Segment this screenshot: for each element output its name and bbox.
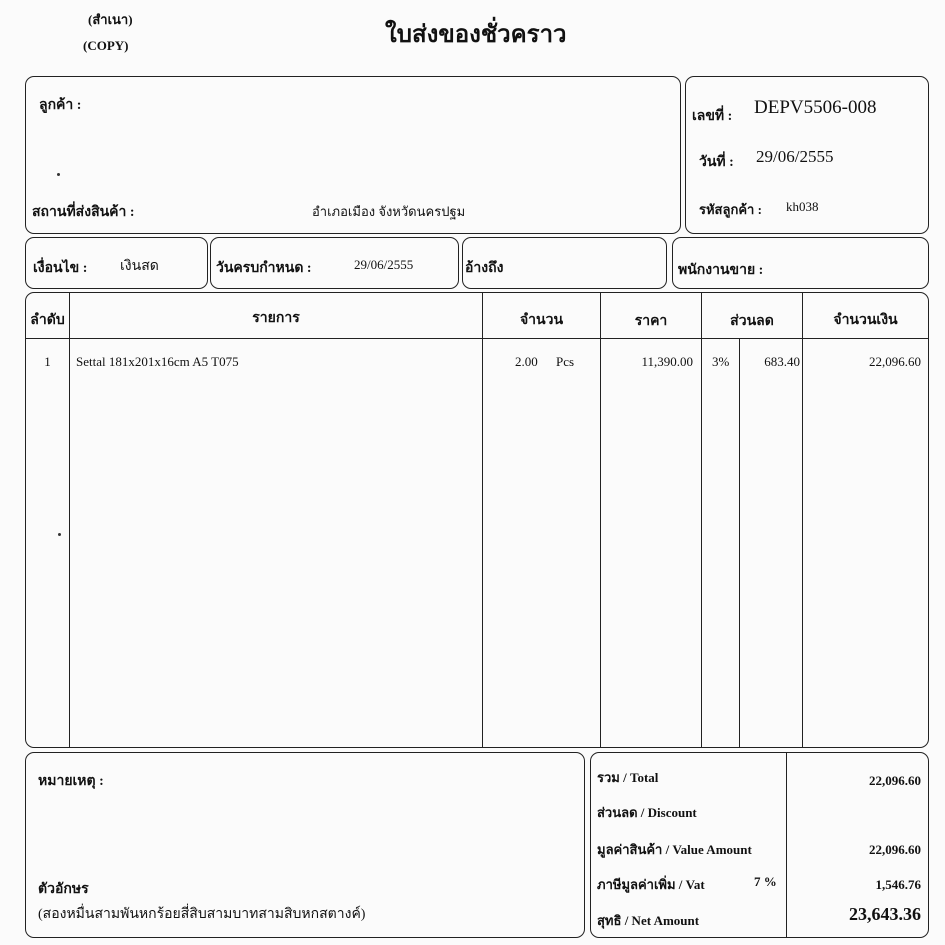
row-discount-percent: 3% — [712, 354, 730, 369]
total-label: รวม / Total — [597, 770, 659, 785]
row-price: 11,390.00 — [641, 354, 693, 369]
vat-rate: 7 % — [754, 874, 777, 889]
customer-label: ลูกค้า : — [39, 98, 82, 113]
header-price: ราคา — [634, 314, 668, 329]
column-divider — [701, 293, 702, 747]
due-date-value: 29/06/2555 — [354, 257, 414, 272]
remarks-label: หมายเหตุ : — [38, 774, 104, 789]
row-description: Settal 181x201x16cm A5 T075 — [76, 354, 239, 369]
row-number: 1 — [44, 354, 51, 369]
copy-th-label: (สำเนา) — [88, 12, 133, 27]
salesperson-label: พนักงานขาย : — [678, 263, 764, 278]
vat-label: ภาษีมูลค่าเพิ่ม / Vat — [597, 877, 705, 892]
net-amount-label: สุทธิ / Net Amount — [597, 913, 700, 928]
row-amount: 22,096.60 — [869, 354, 921, 369]
net-amount-value: 23,643.36 — [849, 904, 921, 924]
header-description: รายการ — [252, 311, 300, 326]
header-amount: จำนวนเงิน — [833, 313, 898, 328]
header-no: ลำดับ — [30, 313, 65, 328]
condition-value: เงินสด — [120, 259, 159, 274]
row-unit: Pcs — [556, 354, 575, 369]
condition-label: เงื่อนไข : — [33, 261, 88, 276]
speck — [57, 173, 60, 176]
value-amount-label: มูลค่าสินค้า / Value Amount — [597, 842, 752, 857]
amount-in-words-label: ตัวอักษร — [38, 882, 89, 897]
row-quantity: 2.00 — [515, 354, 538, 369]
items-table — [25, 292, 929, 748]
header-discount: ส่วนลด — [730, 314, 774, 329]
due-date-box — [210, 237, 459, 289]
document-number-label: เลขที่ : — [692, 109, 733, 124]
vat-value: 1,546.76 — [875, 877, 921, 892]
reference-box — [462, 237, 667, 289]
document-date-value: 29/06/2555 — [756, 147, 834, 166]
total-value: 22,096.60 — [869, 773, 921, 788]
customer-code-label: รหัสลูกค้า : — [699, 202, 762, 217]
column-divider — [69, 293, 70, 747]
document-title: ใบส่งของชั่วคราว — [385, 22, 567, 48]
header-divider — [26, 338, 928, 339]
delivery-place-value: อำเภอเมือง จังหวัดนครปฐม — [312, 204, 466, 219]
customer-code-value: kh038 — [786, 199, 819, 214]
header-quantity: จำนวน — [519, 313, 564, 328]
document-date-label: วันที่ : — [699, 155, 734, 170]
totals-box — [590, 752, 929, 938]
document-info-box — [685, 76, 929, 234]
value-amount-value: 22,096.60 — [869, 842, 921, 857]
condition-box — [25, 237, 208, 289]
remarks-box — [25, 752, 585, 938]
document-number-value: DEPV5506-008 — [754, 97, 877, 118]
row-discount-amount: 683.40 — [764, 354, 800, 369]
column-divider — [482, 293, 483, 747]
column-divider — [739, 338, 740, 747]
discount-label: ส่วนลด / Discount — [597, 805, 697, 820]
reference-label: อ้างถึง — [465, 261, 504, 276]
salesperson-box — [672, 237, 929, 289]
speck — [58, 533, 61, 536]
copy-en-label: (COPY) — [83, 38, 129, 53]
due-date-label: วันครบกำหนด : — [216, 261, 312, 276]
amount-in-words: (สองหมื่นสามพันหกร้อยสี่สิบสามบาทสามสิบหกสตางค์) — [38, 907, 366, 922]
customer-box — [25, 76, 681, 234]
delivery-place-label: สถานที่ส่งสินค้า : — [32, 205, 135, 220]
